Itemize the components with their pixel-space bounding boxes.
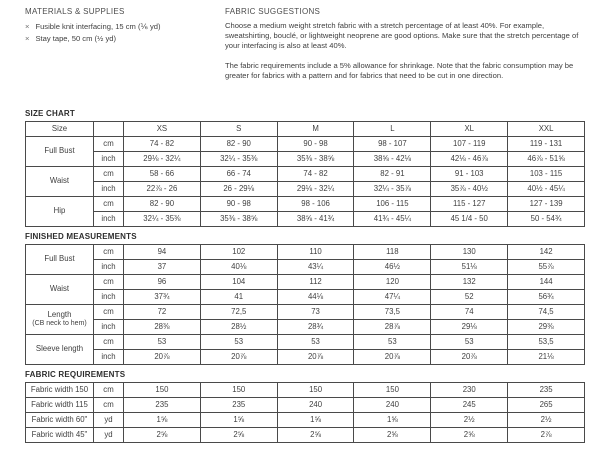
value-cell: 29⅛ - 32¼ bbox=[277, 181, 354, 196]
table-row bbox=[26, 427, 585, 442]
value-cell: 53 bbox=[431, 334, 508, 349]
value-cell: 245 bbox=[431, 397, 508, 412]
value-cell: 144 bbox=[508, 274, 585, 289]
value-cell: 41 bbox=[200, 289, 277, 304]
value-cell: 2½ bbox=[508, 412, 585, 427]
value-cell: 119 - 131 bbox=[508, 136, 585, 151]
unit-cell: inch bbox=[94, 289, 124, 304]
measurement-label-cell bbox=[26, 334, 94, 364]
table-row bbox=[26, 166, 585, 181]
measurement-label: Sleeve length bbox=[35, 344, 84, 354]
value-cell: 43¼ bbox=[277, 259, 354, 274]
value-cell: 72,5 bbox=[200, 304, 277, 319]
size-column-header: M bbox=[277, 121, 354, 136]
value-cell: 32¼ - 35⅞ bbox=[354, 181, 431, 196]
value-cell: 82 - 91 bbox=[354, 166, 431, 181]
measurement-label-cell bbox=[26, 304, 94, 334]
value-cell: 74 bbox=[431, 304, 508, 319]
value-cell: 37¾ bbox=[124, 289, 201, 304]
value-cell: 96 bbox=[124, 274, 201, 289]
value-cell: 66 - 74 bbox=[200, 166, 277, 181]
value-cell: 74 - 82 bbox=[124, 136, 201, 151]
value-cell: 35⅞ - 40½ bbox=[431, 181, 508, 196]
value-cell: 72 bbox=[124, 304, 201, 319]
table-row bbox=[26, 304, 585, 319]
value-cell: 53,5 bbox=[508, 334, 585, 349]
unit-cell: cm bbox=[94, 382, 124, 397]
value-cell: 150 bbox=[200, 382, 277, 397]
value-cell: 58 - 66 bbox=[124, 166, 201, 181]
value-cell: 29⅛ bbox=[431, 319, 508, 334]
unit-cell: inch bbox=[94, 349, 124, 364]
value-cell: 38⅝ - 42⅛ bbox=[354, 151, 431, 166]
value-cell: 45 1/4 - 50 bbox=[431, 211, 508, 226]
value-cell: 2⅝ bbox=[200, 427, 277, 442]
value-cell: 20⅞ bbox=[277, 349, 354, 364]
fabric-suggestions-paragraph: Choose a medium weight stretch fabric with a stretch percentage of at least 40%. For example, sweatshirting, bouclé, or lightweight neoprene are good options. Make sure that the stretch percentage of your interfacing is also at least 40%. bbox=[225, 21, 579, 51]
value-cell: 150 bbox=[124, 382, 201, 397]
size-column-header: S bbox=[200, 121, 277, 136]
size-column-header: XL bbox=[431, 121, 508, 136]
value-cell: 2⅝ bbox=[354, 427, 431, 442]
unit-cell: cm bbox=[94, 136, 124, 151]
value-cell: 20⅞ bbox=[200, 349, 277, 364]
value-cell: 82 - 90 bbox=[124, 196, 201, 211]
unit-cell: inch bbox=[94, 319, 124, 334]
x-bullet-icon: × bbox=[25, 22, 30, 31]
value-cell: 142 bbox=[508, 244, 585, 259]
table-row bbox=[26, 274, 585, 289]
value-cell: 110 bbox=[277, 244, 354, 259]
unit-cell: cm bbox=[94, 397, 124, 412]
measurement-label: Full Bust bbox=[44, 146, 75, 156]
fabric-requirements-section bbox=[25, 370, 586, 443]
value-cell: 127 - 139 bbox=[508, 196, 585, 211]
value-cell: 46⅞ - 51⅝ bbox=[508, 151, 585, 166]
unit-cell: cm bbox=[94, 274, 124, 289]
fabric-suggestions-paragraphs bbox=[225, 21, 586, 81]
value-cell: 52 bbox=[431, 289, 508, 304]
value-cell: 32¼ - 35⅜ bbox=[124, 211, 201, 226]
measurement-label-cell bbox=[26, 244, 94, 274]
unit-cell: inch bbox=[94, 181, 124, 196]
materials-item-text: Stay tape, 50 cm (½ yd) bbox=[35, 33, 117, 43]
size-column-header: L bbox=[354, 121, 431, 136]
value-cell: 37 bbox=[124, 259, 201, 274]
value-cell: 28⅞ bbox=[354, 319, 431, 334]
value-cell: 28⅜ bbox=[124, 319, 201, 334]
table-row bbox=[26, 151, 585, 166]
value-cell: 118 bbox=[354, 244, 431, 259]
value-cell: 53 bbox=[200, 334, 277, 349]
size-corner-cell: Size bbox=[26, 121, 94, 136]
materials-item-text: Fusible knit interfacing, 15 cm (⅙ yd) bbox=[35, 22, 161, 31]
unit-cell: inch bbox=[94, 259, 124, 274]
unit-cell: yd bbox=[94, 412, 124, 427]
value-cell: 90 - 98 bbox=[277, 136, 354, 151]
materials-title: MATERIALS & SUPPLIES bbox=[25, 7, 125, 16]
size-column-header: XS bbox=[124, 121, 201, 136]
table-row bbox=[26, 319, 585, 334]
value-cell: 41¾ - 45¼ bbox=[354, 211, 431, 226]
table-row bbox=[26, 211, 585, 226]
measurement-label-cell bbox=[26, 382, 94, 397]
value-cell: 32¼ - 35⅜ bbox=[200, 151, 277, 166]
size-chart-title: SIZE CHART bbox=[25, 108, 75, 118]
size-header-row bbox=[26, 121, 585, 136]
value-cell: 2⅝ bbox=[124, 427, 201, 442]
value-cell: 130 bbox=[431, 244, 508, 259]
value-cell: 20⅞ bbox=[124, 349, 201, 364]
fabric-suggestions-title: FABRIC SUGGESTIONS bbox=[225, 7, 321, 16]
value-cell: 1⅝ bbox=[200, 412, 277, 427]
measurement-label: Length bbox=[47, 310, 72, 320]
unit-header-cell bbox=[94, 121, 124, 136]
measurement-label-cell bbox=[26, 427, 94, 442]
unit-cell: yd bbox=[94, 427, 124, 442]
value-cell: 29⅜ bbox=[508, 319, 585, 334]
measurement-label: Fabric width 150 bbox=[30, 384, 89, 394]
value-cell: 74,5 bbox=[508, 304, 585, 319]
materials-item bbox=[25, 33, 225, 45]
value-cell: 53 bbox=[277, 334, 354, 349]
table-row bbox=[26, 412, 585, 427]
table-row bbox=[26, 136, 585, 151]
table-row bbox=[26, 259, 585, 274]
value-cell: 38⅝ - 41¾ bbox=[277, 211, 354, 226]
value-cell: 106 - 115 bbox=[354, 196, 431, 211]
size-chart-section bbox=[25, 109, 586, 227]
value-cell: 2⅝ bbox=[277, 427, 354, 442]
unit-cell: cm bbox=[94, 304, 124, 319]
value-cell: 28¾ bbox=[277, 319, 354, 334]
measurement-label: Fabric width 115 bbox=[31, 399, 88, 409]
measurement-label: Full Bust bbox=[44, 254, 75, 264]
measurement-label-cell bbox=[26, 166, 94, 196]
value-cell: 98 - 107 bbox=[354, 136, 431, 151]
value-cell: 22⅞ - 26 bbox=[124, 181, 201, 196]
measurement-label-cell bbox=[26, 136, 94, 166]
table-row bbox=[26, 196, 585, 211]
value-cell: 26 - 29⅛ bbox=[200, 181, 277, 196]
value-cell: 120 bbox=[354, 274, 431, 289]
materials-section bbox=[25, 7, 225, 45]
value-cell: 20⅞ bbox=[431, 349, 508, 364]
fabric-suggestions-paragraph: The fabric requirements include a 5% allowance for shrinkage. Note that the fabric consumption may be greater for fabrics with a pattern and for fabrics that need to be cut in one direction. bbox=[225, 60, 574, 80]
measurement-label-sub: (CB neck to hem) bbox=[32, 319, 87, 327]
value-cell: 235 bbox=[124, 397, 201, 412]
value-cell: 91 - 103 bbox=[431, 166, 508, 181]
value-cell: 150 bbox=[277, 382, 354, 397]
table-row bbox=[26, 382, 585, 397]
materials-item bbox=[25, 21, 225, 33]
measurement-label: Waist bbox=[49, 284, 70, 294]
value-cell: 1⅝ bbox=[277, 412, 354, 427]
measurement-label-cell bbox=[26, 274, 94, 304]
fabric-requirements-table bbox=[25, 382, 585, 443]
measurement-label-cell bbox=[26, 397, 94, 412]
value-cell: 240 bbox=[354, 397, 431, 412]
value-cell: 230 bbox=[431, 382, 508, 397]
value-cell: 265 bbox=[508, 397, 585, 412]
value-cell: 35⅜ - 38⅝ bbox=[277, 151, 354, 166]
unit-cell: cm bbox=[94, 244, 124, 259]
value-cell: 90 - 98 bbox=[200, 196, 277, 211]
value-cell: 112 bbox=[277, 274, 354, 289]
measurement-label: Waist bbox=[49, 176, 70, 186]
value-cell: 2½ bbox=[431, 412, 508, 427]
table-row bbox=[26, 181, 585, 196]
value-cell: 132 bbox=[431, 274, 508, 289]
materials-list bbox=[25, 21, 225, 45]
value-cell: 46½ bbox=[354, 259, 431, 274]
value-cell: 40½ - 45¼ bbox=[508, 181, 585, 196]
value-cell: 2⅝ bbox=[431, 427, 508, 442]
value-cell: 73 bbox=[277, 304, 354, 319]
value-cell: 240 bbox=[277, 397, 354, 412]
finished-measurements-section bbox=[25, 232, 586, 365]
table-row bbox=[26, 244, 585, 259]
value-cell: 28½ bbox=[200, 319, 277, 334]
table-row bbox=[26, 289, 585, 304]
measurement-label: Fabric width 60" bbox=[31, 414, 88, 424]
measurement-label: Fabric width 45" bbox=[31, 429, 88, 439]
table-row bbox=[26, 334, 585, 349]
value-cell: 94 bbox=[124, 244, 201, 259]
value-cell: 1⅝ bbox=[124, 412, 201, 427]
value-cell: 55⅞ bbox=[508, 259, 585, 274]
finished-measurements-table bbox=[25, 244, 585, 365]
value-cell: 47¼ bbox=[354, 289, 431, 304]
value-cell: 2⅞ bbox=[508, 427, 585, 442]
table-row bbox=[26, 349, 585, 364]
value-cell: 115 - 127 bbox=[431, 196, 508, 211]
measurement-label-cell bbox=[26, 196, 94, 226]
value-cell: 53 bbox=[354, 334, 431, 349]
value-cell: 42⅛ - 46⅞ bbox=[431, 151, 508, 166]
unit-cell: cm bbox=[94, 334, 124, 349]
top-area bbox=[25, 7, 586, 90]
value-cell: 98 - 106 bbox=[277, 196, 354, 211]
value-cell: 150 bbox=[354, 382, 431, 397]
value-cell: 235 bbox=[200, 397, 277, 412]
x-bullet-icon: × bbox=[25, 33, 30, 43]
value-cell: 21⅛ bbox=[508, 349, 585, 364]
value-cell: 102 bbox=[200, 244, 277, 259]
size-column-header: XXL bbox=[508, 121, 585, 136]
measurement-label: Hip bbox=[53, 206, 66, 216]
value-cell: 56¾ bbox=[508, 289, 585, 304]
unit-cell: inch bbox=[94, 211, 124, 226]
unit-cell: inch bbox=[94, 151, 124, 166]
value-cell: 35⅜ - 38⅝ bbox=[200, 211, 277, 226]
value-cell: 20⅞ bbox=[354, 349, 431, 364]
unit-cell: cm bbox=[94, 166, 124, 181]
value-cell: 104 bbox=[200, 274, 277, 289]
value-cell: 44⅛ bbox=[277, 289, 354, 304]
value-cell: 82 - 90 bbox=[200, 136, 277, 151]
finished-measurements-title: FINISHED MEASUREMENTS bbox=[25, 231, 137, 241]
fabric-requirements-title: FABRIC REQUIREMENTS bbox=[25, 369, 126, 379]
table-row bbox=[26, 397, 585, 412]
value-cell: 103 - 115 bbox=[508, 166, 585, 181]
value-cell: 51⅛ bbox=[431, 259, 508, 274]
value-cell: 235 bbox=[508, 382, 585, 397]
fabric-suggestions-section bbox=[225, 7, 586, 90]
value-cell: 29⅛ - 32¼ bbox=[124, 151, 201, 166]
value-cell: 53 bbox=[124, 334, 201, 349]
unit-cell: cm bbox=[94, 196, 124, 211]
value-cell: 74 - 82 bbox=[277, 166, 354, 181]
value-cell: 73,5 bbox=[354, 304, 431, 319]
value-cell: 50 - 54¾ bbox=[508, 211, 585, 226]
size-chart-table bbox=[25, 121, 585, 227]
value-cell: 40⅛ bbox=[200, 259, 277, 274]
measurement-label-cell bbox=[26, 412, 94, 427]
value-cell: 1⅝ bbox=[354, 412, 431, 427]
value-cell: 107 - 119 bbox=[431, 136, 508, 151]
